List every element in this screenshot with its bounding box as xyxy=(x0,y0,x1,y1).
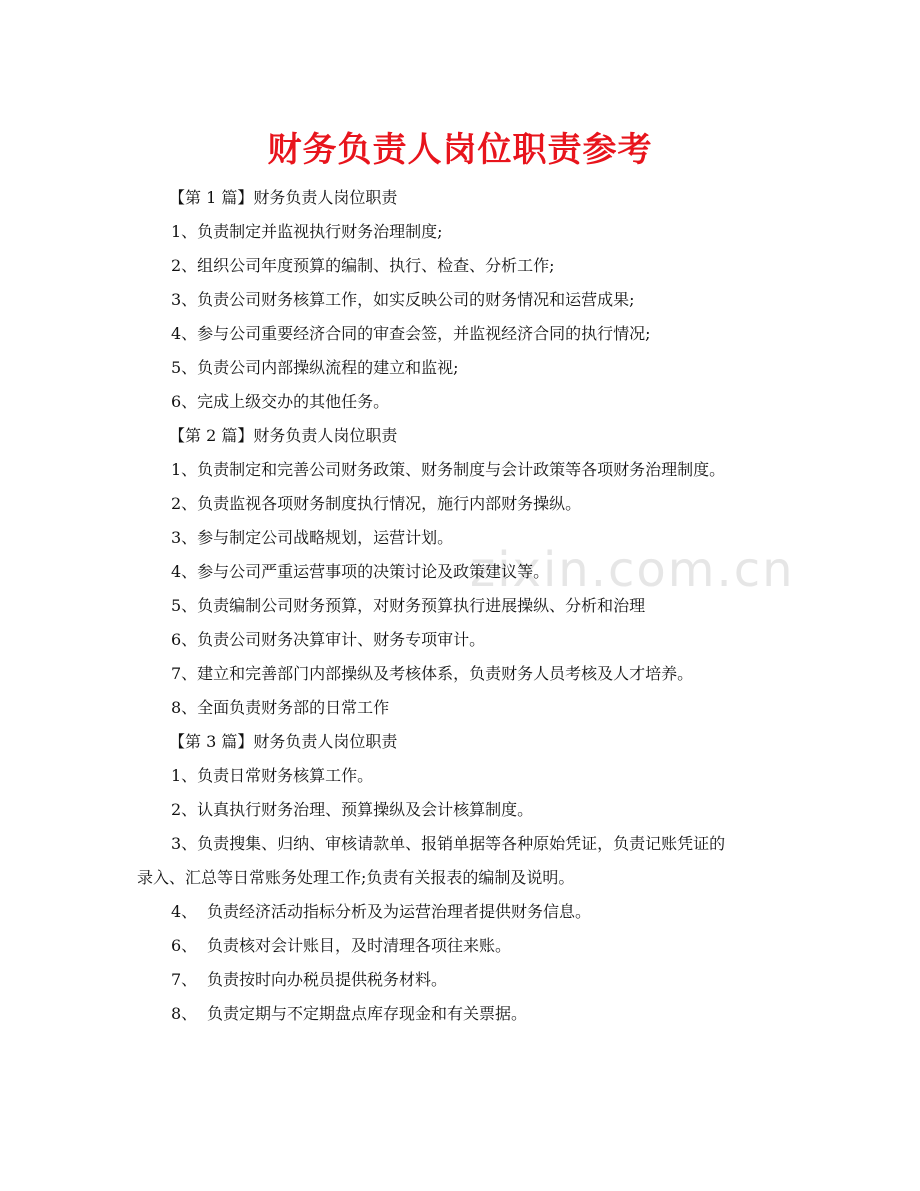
list-item: 2、负责监视各项财务制度执行情况，施行内部财务操纵。 xyxy=(171,494,582,513)
list-item: 6、完成上级交办的其他任务。 xyxy=(171,392,390,411)
list-item-long-line-2: 录入、汇总等日常账务处理工作;负责有关报表的编制及说明。 xyxy=(137,868,575,887)
list-item xyxy=(137,963,797,997)
list-item: 7、建立和完善部门内部操纵及考核体系，负责财务人员考核及人才培养。 xyxy=(171,664,694,683)
list-item: 5、负责公司内部操纵流程的建立和监视; xyxy=(171,358,459,377)
list-item xyxy=(137,997,797,1031)
list-item: 5、负责编制公司财务预算，对财务预算执行进展操纵、分析和治理 xyxy=(171,596,646,615)
section-heading: 【第 1 篇】财务负责人岗位职责 xyxy=(169,188,398,207)
list-item: 1、负责制定并监视执行财务治理制度; xyxy=(171,222,443,241)
watermark: zixin.com.cn xyxy=(470,542,795,598)
item-text: 负责核对会计账目，及时清理各项往来账。 xyxy=(207,936,512,955)
section-heading: 【第 3 篇】财务负责人岗位职责 xyxy=(169,732,398,751)
item-text: 负责按时向办税员提供税务材料。 xyxy=(207,970,448,989)
page-title: 财务负责人岗位职责参考 xyxy=(267,130,653,170)
item-number: 6、 xyxy=(171,936,198,955)
list-item: 3、参与制定公司战略规划，运营计划。 xyxy=(171,528,454,547)
section-heading: 【第 2 篇】财务负责人岗位职责 xyxy=(169,426,398,445)
document-body xyxy=(137,181,797,1031)
item-number: 7、 xyxy=(171,970,198,989)
list-item: 4、参与公司严重运营事项的决策讨论及政策建议等。 xyxy=(171,562,550,581)
list-item: 1、负责制定和完善公司财务政策、财务制度与会计政策等各项财务治理制度。 xyxy=(171,460,726,479)
list-item xyxy=(137,895,797,929)
list-item-long-line-1: 3、负责搜集、归纳、审核请款单、报销单据等各种原始凭证，负责记账凭证的 xyxy=(171,834,726,853)
list-item: 2、认真执行财务治理、预算操纵及会计核算制度。 xyxy=(171,800,534,819)
item-text: 负责经济活动指标分析及为运营治理者提供财务信息。 xyxy=(207,902,592,921)
item-number: 4、 xyxy=(171,902,198,921)
list-item: 4、参与公司重要经济合同的审查会签，并监视经济合同的执行情况; xyxy=(171,324,651,343)
list-item: 8、全面负责财务部的日常工作 xyxy=(171,698,390,717)
list-item: 6、负责公司财务决算审计、财务专项审计。 xyxy=(171,630,486,649)
list-item: 1、负责日常财务核算工作。 xyxy=(171,766,374,785)
list-item: 3、负责公司财务核算工作，如实反映公司的财务情况和运营成果; xyxy=(171,290,635,309)
item-text: 负责定期与不定期盘点库存现金和有关票据。 xyxy=(207,1004,528,1023)
list-item xyxy=(137,929,797,963)
list-item: 2、组织公司年度预算的编制、执行、检查、分析工作; xyxy=(171,256,555,275)
item-number: 8、 xyxy=(171,1004,198,1023)
